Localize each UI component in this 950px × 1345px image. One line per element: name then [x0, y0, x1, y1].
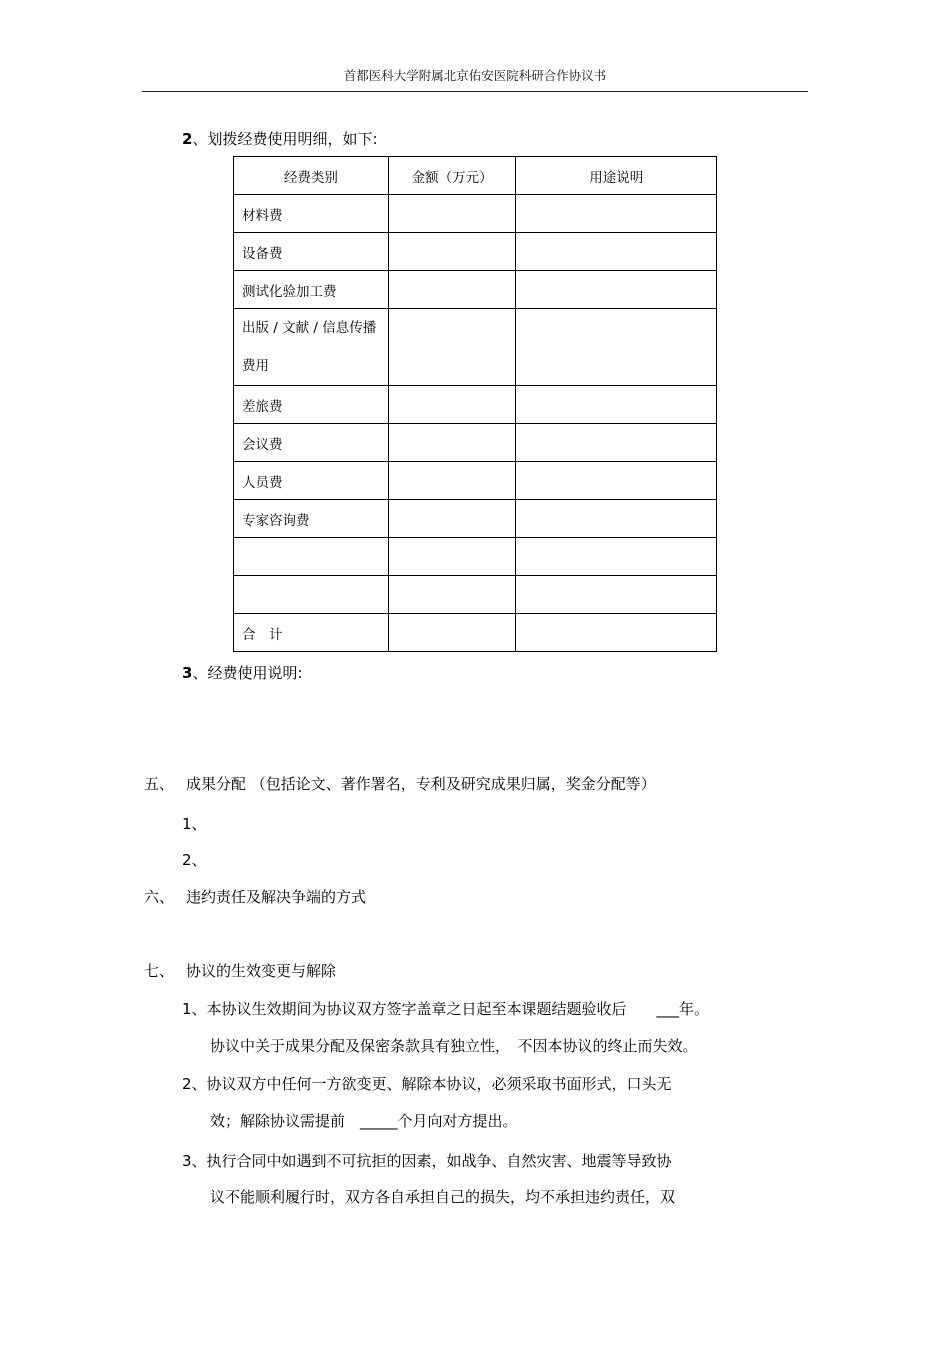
purpose-cell[interactable] — [516, 500, 717, 538]
item-text: 、经费使用说明: — [192, 664, 303, 682]
category-cell: 材料费 — [234, 195, 389, 233]
section-title: 协议的生效变更与解除 — [186, 962, 337, 980]
paragraph-line: 协议中关于成果分配及保密条款具有独立性， 不因本协议的终止而失效。 — [210, 1037, 698, 1055]
item-text: 、划拨经费使用明细，如下: — [192, 130, 378, 148]
category-cell[interactable] — [234, 538, 389, 576]
amount-cell[interactable] — [388, 233, 516, 271]
section-number: 六、 — [144, 888, 175, 906]
section-number: 七、 — [144, 962, 175, 980]
section-heading-results — [144, 773, 656, 794]
table-row — [234, 424, 717, 462]
table-row — [234, 386, 717, 424]
paragraph-line: 1、本协议生效期间为协议双方签字盖章之日起至本课题结题验收后 ___年。 — [182, 1000, 710, 1018]
category-cell: 人员费 — [234, 462, 389, 500]
budget-detail-heading — [182, 128, 378, 149]
total-label-cell: 合 计 — [234, 614, 389, 652]
table-row — [234, 271, 717, 309]
section-title: 成果分配 （包括论文、著作署名，专利及研究成果归属，奖金分配等） — [186, 775, 656, 793]
table-row — [234, 500, 717, 538]
paragraph-line: 3、执行合同中如遇到不可抗拒的因素，如战争、自然灾害、地震等导致协 — [182, 1152, 672, 1170]
category-cell: 差旅费 — [234, 386, 389, 424]
item-number: 2 — [182, 130, 193, 148]
column-header-amount: 金额（万元） — [388, 157, 516, 195]
section-heading-liability — [144, 886, 366, 907]
category-cell: 专家咨询费 — [234, 500, 389, 538]
purpose-cell[interactable] — [516, 195, 717, 233]
table-row — [234, 195, 717, 233]
amount-cell[interactable] — [388, 424, 516, 462]
amount-cell[interactable] — [388, 576, 516, 614]
item-number: 3 — [182, 664, 193, 682]
section-title: 违约责任及解决争端的方式 — [186, 888, 367, 906]
table-total-row — [234, 614, 717, 652]
purpose-cell[interactable] — [516, 309, 717, 386]
section-heading-validity — [144, 960, 336, 981]
column-header-purpose: 用途说明 — [516, 157, 717, 195]
paragraph-line: 2、协议双方中任何一方欲变更、解除本协议，必须采取书面形式，口头无 — [182, 1075, 672, 1093]
page-header-title: 首都医科大学附属北京佑安医院科研合作协议书 — [343, 68, 607, 83]
table-row — [234, 576, 717, 614]
amount-cell[interactable] — [388, 271, 516, 309]
purpose-cell[interactable] — [516, 386, 717, 424]
category-cell: 会议费 — [234, 424, 389, 462]
amount-cell[interactable] — [388, 462, 516, 500]
total-amount-cell[interactable] — [388, 614, 516, 652]
table-row — [234, 538, 717, 576]
category-cell[interactable] — [234, 576, 389, 614]
purpose-cell[interactable] — [516, 233, 717, 271]
header-rule — [142, 91, 808, 92]
purpose-cell[interactable] — [516, 462, 717, 500]
amount-cell[interactable] — [388, 309, 516, 386]
table-row — [234, 233, 717, 271]
paragraph-line: 效；解除协议需提前 _____个月向对方提出。 — [210, 1112, 518, 1130]
list-item: 2、 — [182, 851, 207, 869]
amount-cell[interactable] — [388, 500, 516, 538]
amount-cell[interactable] — [388, 386, 516, 424]
list-item: 1、 — [182, 815, 207, 833]
paragraph-line: 议不能顺利履行时，双方各自承担自己的损失，均不承担违约责任，双 — [210, 1188, 676, 1206]
column-header-category: 经费类别 — [234, 157, 389, 195]
table-row — [234, 309, 717, 386]
purpose-cell[interactable] — [516, 424, 717, 462]
section-number: 五、 — [144, 775, 175, 793]
amount-cell[interactable] — [388, 538, 516, 576]
budget-table — [233, 156, 717, 652]
category-cell: 测试化验加工费 — [234, 271, 389, 309]
table-header-row — [234, 157, 717, 195]
category-cell: 设备费 — [234, 233, 389, 271]
total-purpose-cell[interactable] — [516, 614, 717, 652]
purpose-cell[interactable] — [516, 538, 717, 576]
purpose-cell[interactable] — [516, 576, 717, 614]
category-cell: 出版 / 文献 / 信息传播费用 — [234, 309, 389, 386]
purpose-cell[interactable] — [516, 271, 717, 309]
table-row — [234, 462, 717, 500]
budget-usage-note — [182, 662, 303, 683]
amount-cell[interactable] — [388, 195, 516, 233]
